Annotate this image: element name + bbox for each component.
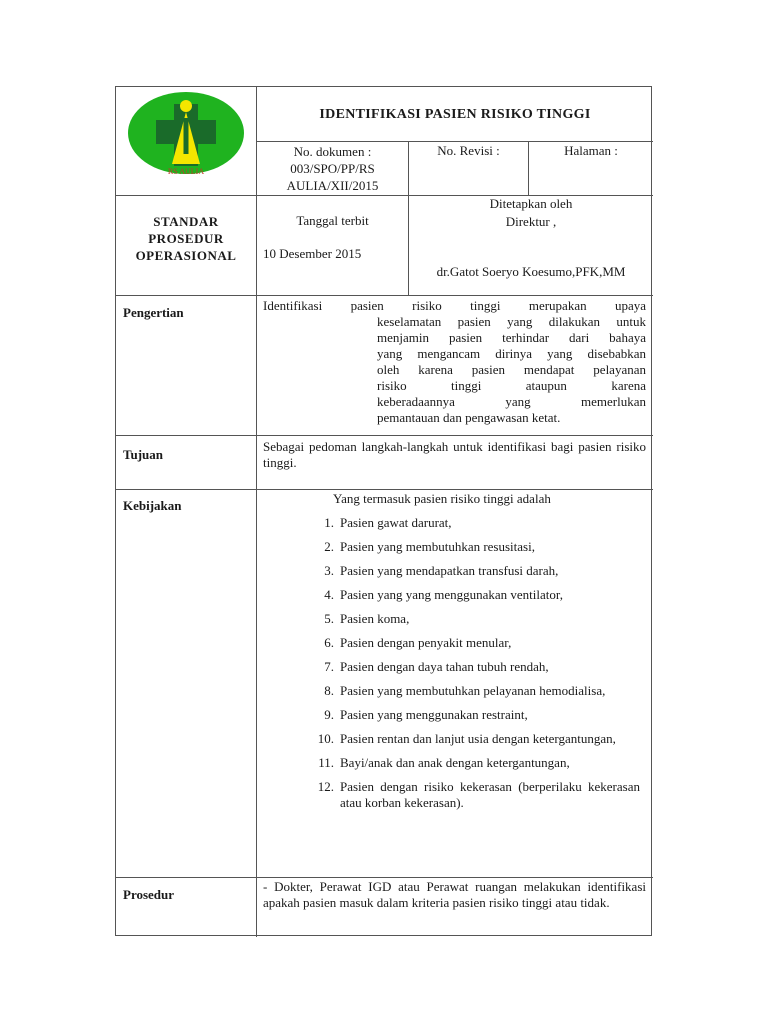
list-item-number: 10. (317, 731, 334, 746)
list-item-text: Pasien yang menggunakan restraint, (340, 707, 528, 722)
kebijakan-label: Kebijakan (123, 498, 182, 513)
direktur-line: Direktur , (505, 214, 557, 229)
tujuan-label: Tujuan (123, 447, 163, 462)
list-item-number: 6. (324, 635, 334, 650)
spo-label (116, 213, 256, 264)
list-item-text: Pasien dengan penyakit menular, (340, 635, 512, 650)
list-item-text: Pasien yang yang menggunakan ventilator, (340, 587, 563, 602)
list-item-number: 8. (324, 683, 334, 698)
list-item (263, 515, 646, 531)
row-divider (116, 435, 653, 436)
pengertian-line: pemantauan dan pengawasan ketat. (377, 410, 561, 425)
list-item-text: Pasien dengan risiko kekerasan (berperilaku kekerasan atau korban kekerasan). (340, 779, 640, 810)
list-item-text: Pasien dengan daya tahan tubuh rendah, (340, 659, 549, 674)
list-item-number: 1. (324, 515, 334, 530)
spo-label-line1: STANDAR (153, 214, 219, 229)
list-item-number: 4. (324, 587, 334, 602)
pengertian-first-line: Identifikasi pasien risiko tinggi merupakan upaya (263, 298, 646, 313)
prosedur-text: - Dokter, Perawat IGD atau Perawat ruangan melakukan identifikasi apakah pasien masuk dalam kriteria pasien risiko tinggi atau tidak. (263, 879, 646, 910)
pengertian-line: oleh karena pasien mendapat pelayanan (377, 362, 646, 377)
pengertian-line: yang mengancam dirinya yang disebabkan (377, 346, 646, 361)
list-item-number: 11. (318, 755, 334, 770)
list-item-number: 12. (317, 779, 334, 794)
prosedur-label: Prosedur (123, 887, 175, 902)
halaman-label: Halaman : (564, 143, 618, 158)
pengertian-line: keberadaannya yang memerlukan (377, 394, 646, 409)
list-item (263, 755, 646, 771)
sop-document (115, 86, 652, 936)
no-revisi-label: No. Revisi : (437, 143, 500, 158)
list-item-text: Pasien koma, (340, 611, 410, 626)
list-item (263, 635, 646, 651)
ditetapkan-line: Ditetapkan oleh (489, 196, 573, 211)
row-divider (116, 489, 653, 490)
row-divider (116, 877, 653, 878)
ditetapkan-block (409, 195, 653, 231)
list-item (263, 539, 646, 555)
list-item-text: Pasien yang membutuhkan pelayanan hemodialisa, (340, 683, 606, 698)
list-item-text: Bayi/anak dan anak dengan ketergantungan, (340, 755, 570, 770)
pengertian-line: risiko tinggi ataupun karena (377, 378, 646, 393)
tanggal-terbit-label: Tanggal terbit (296, 213, 369, 228)
tujuan-text: Sebagai pedoman langkah-langkah untuk identifikasi bagi pasien risiko tinggi. (263, 439, 646, 470)
list-item (263, 611, 646, 627)
list-item (263, 779, 646, 811)
pengertian-line: menjamin pasien terhindar dari bahaya (377, 330, 646, 345)
tanggal-terbit-value: 10 Desember 2015 (263, 246, 362, 261)
row-divider (116, 295, 653, 296)
no-dokumen-label: No. dokumen : (293, 144, 372, 159)
document-title: IDENTIFIKASI PASIEN RISIKO TINGGI (319, 107, 591, 122)
spo-label-line3: OPERASIONAL (135, 248, 237, 263)
row-divider (256, 141, 653, 142)
list-item (263, 707, 646, 723)
no-dokumen-value-line2: AULIA/XII/2015 (286, 178, 379, 193)
direktur-name: dr.Gatot Soeryo Koesumo,PFK,MM (436, 264, 626, 279)
list-item (263, 659, 646, 675)
list-item-number: 2. (324, 539, 334, 554)
kebijakan-list (263, 515, 646, 819)
list-item-text: Pasien yang membutuhkan resusitasi, (340, 539, 535, 554)
list-item (263, 587, 646, 603)
list-item (263, 683, 646, 699)
list-item (263, 563, 646, 579)
no-dokumen-value-line1: 003/SPO/PP/RS (290, 161, 375, 176)
hospital-logo (126, 90, 246, 177)
spo-label-line2: PROSEDUR (148, 231, 224, 246)
document-number (257, 143, 408, 194)
list-item-text: Pasien yang mendapatkan transfusi darah, (340, 563, 559, 578)
list-item-number: 3. (324, 563, 334, 578)
list-item-number: 9. (324, 707, 334, 722)
list-item-number: 7. (324, 659, 334, 674)
pengertian-line: keselamatan pasien yang dilakukan untuk (377, 314, 646, 329)
pengertian-label: Pengertian (123, 305, 184, 320)
list-item-text: Pasien gawat darurat, (340, 515, 452, 530)
kebijakan-intro: Yang termasuk pasien risiko tinggi adalah (333, 491, 551, 506)
list-item (263, 731, 646, 747)
list-item-number: 5. (324, 611, 334, 626)
pengertian-text (377, 314, 646, 426)
logo-caption: RS AULIA (167, 167, 205, 176)
list-item-text: Pasien rentan dan lanjut usia dengan ketergantungan, (340, 731, 616, 746)
